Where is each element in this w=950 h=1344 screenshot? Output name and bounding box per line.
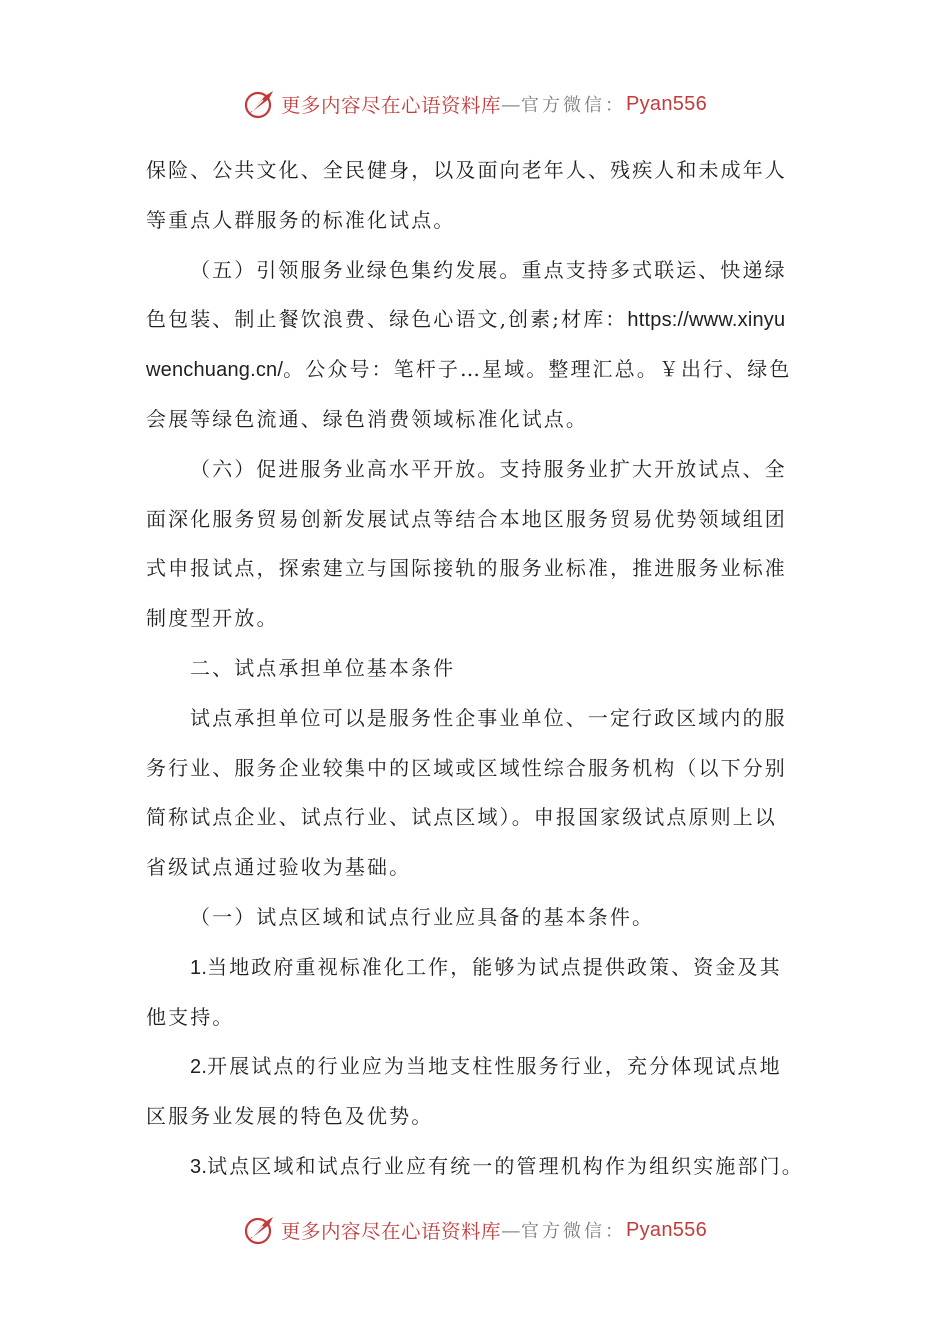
quill-logo-icon <box>243 1213 277 1247</box>
text-line <box>146 495 806 545</box>
document-body <box>146 146 806 1192</box>
text-line <box>146 445 806 495</box>
text-line <box>146 993 806 1043</box>
text-segment: 省级试点通过验收为基础。 <box>146 855 412 880</box>
text-segment: 3. <box>190 1155 208 1178</box>
text-segment: （六）促进服务业高水平开放。支持服务业扩大开放试点、全 <box>190 456 787 481</box>
text-segment: 面深化服务贸易创新发展试点等结合本地区服务贸易优势领域组团 <box>146 506 787 531</box>
footer-banner <box>0 1208 950 1252</box>
text-segment: wenchuang.cn/ <box>146 359 284 382</box>
banner-main-text: 更多内容尽在心语资料库 <box>280 94 501 117</box>
text-segment: 保险、公共文化、全民健身，以及面向老年人、残疾人和未成年人 <box>146 158 787 182</box>
text-line <box>146 1092 806 1142</box>
banner-dash: — <box>500 92 521 116</box>
text-segment: 色包装、制止餐饮浪费、绿色心语文,创素;材库： <box>146 307 628 332</box>
text-line <box>146 694 806 744</box>
text-line <box>146 943 806 993</box>
text-segment: 。公众号：笔杆子…星域。整理汇总。￥出行、绿色 <box>283 357 792 382</box>
text-segment: https://www.xinyu <box>627 309 786 332</box>
text-line <box>146 544 806 594</box>
text-line <box>146 793 806 843</box>
text-segment: 试点区域和试点行业应有统一的管理机构作为组织实施部门。 <box>207 1153 804 1178</box>
text-segment: 二、试点承担单位基本条件 <box>190 655 456 680</box>
text-line <box>146 196 806 246</box>
text-line <box>146 395 806 445</box>
text-line <box>146 345 806 395</box>
text-line <box>146 843 806 893</box>
text-segment: 当地政府重视标准化工作，能够为试点提供政策、资金及其 <box>207 954 782 979</box>
text-segment: 等重点人群服务的标准化试点。 <box>146 207 456 232</box>
text-line <box>146 146 806 196</box>
banner-wechat-id: Pyan556 <box>625 92 708 115</box>
banner-dash: — <box>500 1218 521 1242</box>
text-segment: （一）试点区域和试点行业应具备的基本条件。 <box>190 904 655 929</box>
text-line <box>146 893 806 943</box>
text-segment: 制度型开放。 <box>146 606 279 631</box>
text-line <box>146 295 806 345</box>
text-line <box>146 1142 806 1192</box>
banner-main-text: 更多内容尽在心语资料库 <box>280 1220 501 1243</box>
banner-label: 官方微信： <box>520 1221 626 1242</box>
text-segment: 务行业、服务企业较集中的区域或区域性综合服务机构（以下分别 <box>146 755 787 780</box>
text-segment: （五）引领服务业绿色集约发展。重点支持多式联运、快递绿 <box>190 257 787 282</box>
banner-wechat-id: Pyan556 <box>625 1218 708 1241</box>
text-line <box>146 246 806 296</box>
text-line <box>146 744 806 794</box>
text-line <box>146 1042 806 1092</box>
text-segment: 区服务业发展的特色及优势。 <box>146 1104 434 1129</box>
text-segment: 式申报试点，探索建立与国际接轨的服务业标准，推进服务业标准 <box>146 556 787 581</box>
text-line <box>146 644 806 694</box>
text-segment: 2. <box>190 1056 208 1079</box>
text-segment: 试点承担单位可以是服务性企事业单位、一定行政区域内的服 <box>190 705 787 730</box>
text-segment: 简称试点企业、试点行业、试点区域）。申报国家级试点原则上以 <box>146 805 777 830</box>
banner-label: 官方微信： <box>520 95 626 116</box>
text-segment: 会展等绿色流通、绿色消费领域标准化试点。 <box>146 406 588 431</box>
text-segment: 开展试点的行业应为当地支柱性服务行业，充分体现试点地 <box>207 1054 782 1079</box>
text-segment: 他支持。 <box>146 1004 235 1029</box>
text-segment: 1. <box>190 956 208 979</box>
quill-logo-icon <box>243 87 277 121</box>
header-banner <box>0 82 950 126</box>
text-line <box>146 594 806 644</box>
